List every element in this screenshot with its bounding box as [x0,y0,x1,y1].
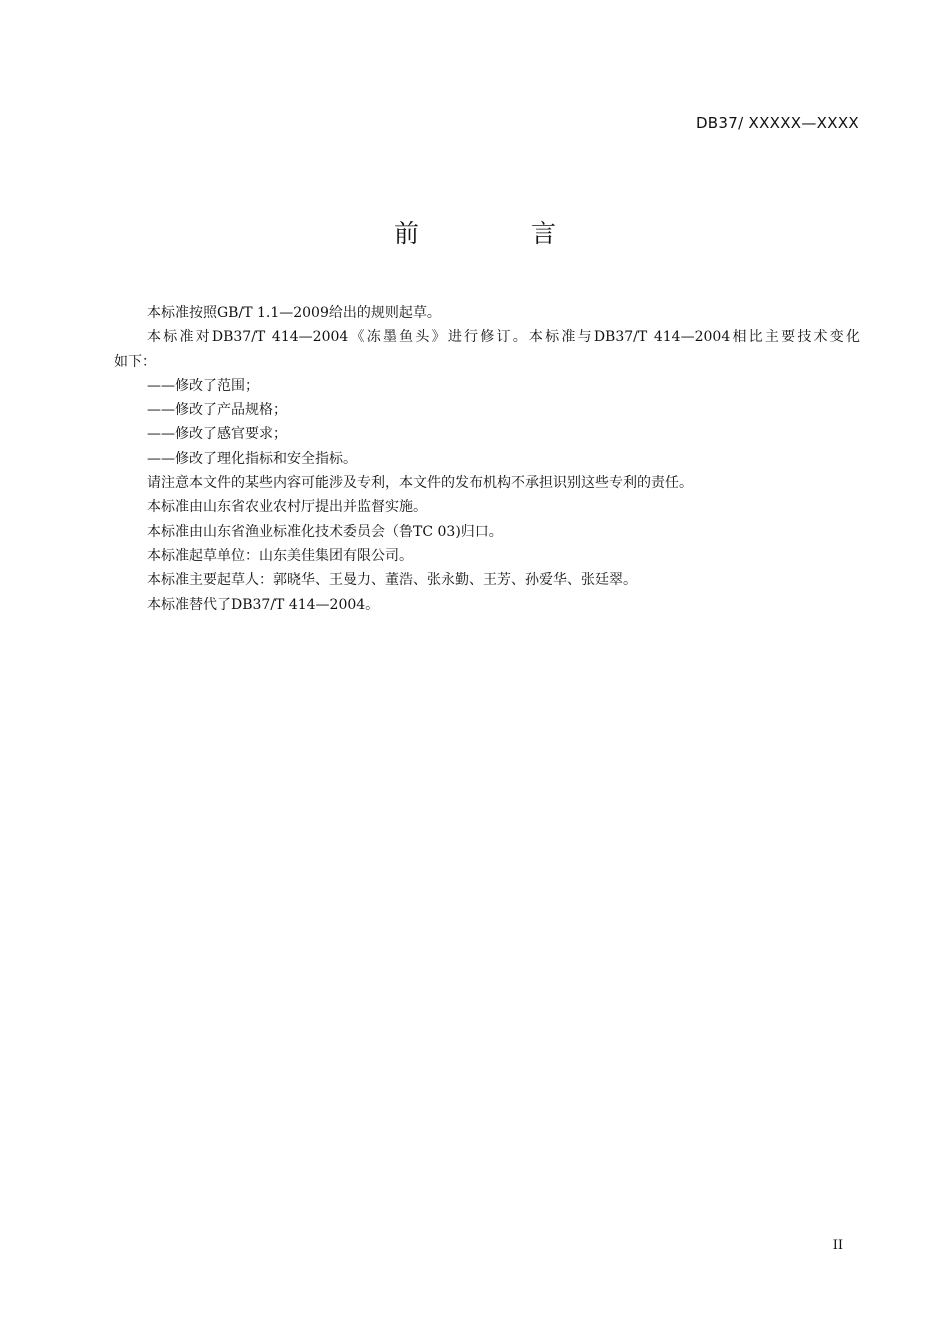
list-item: ——修改了产品规格； [147,402,287,419]
paragraph-drafting-rules: 本标准按照GB/T 1.1—2009给出的规则起草。 [147,305,441,321]
paragraph-replaces: 本标准替代了DB37/T 414—2004。 [147,596,380,613]
paragraph-patent-notice: 请注意本文件的某些内容可能涉及专利，本文件的发布机构不承担识别这些专利的责任。 [147,475,693,492]
page-number: II [832,1238,843,1253]
list-item: ——修改了感官要求； [147,426,287,443]
paragraph-drafting-unit: 本标准起草单位：山东美佳集团有限公司。 [147,547,413,564]
page-title: 前 言 [394,219,608,248]
paragraph-revision-line2: 如下： [114,353,156,370]
paragraph-revision-line1: 本标准对DB37/T 414—2004《冻墨鱼头》进行修订。本标准与DB37/T 414—2004相比主要技术变化 [147,329,860,346]
paragraph-committee: 本标准由山东省渔业标准化技术委员会（鲁TC 03)归口。 [147,523,503,540]
foreword-body [114,301,860,617]
document-code: DB37/ XXXXX—XXXX [695,114,859,132]
paragraph-drafters: 本标准主要起草人：郭晓华、王曼力、董浩、张永勤、王芳、孙爱华、张廷翠。 [147,572,637,589]
list-item: ——修改了范围； [147,377,259,394]
list-item: ——修改了理化指标和安全指标。 [147,450,357,467]
paragraph-proposer: 本标准由山东省农业农村厅提出并监督实施。 [147,499,427,516]
